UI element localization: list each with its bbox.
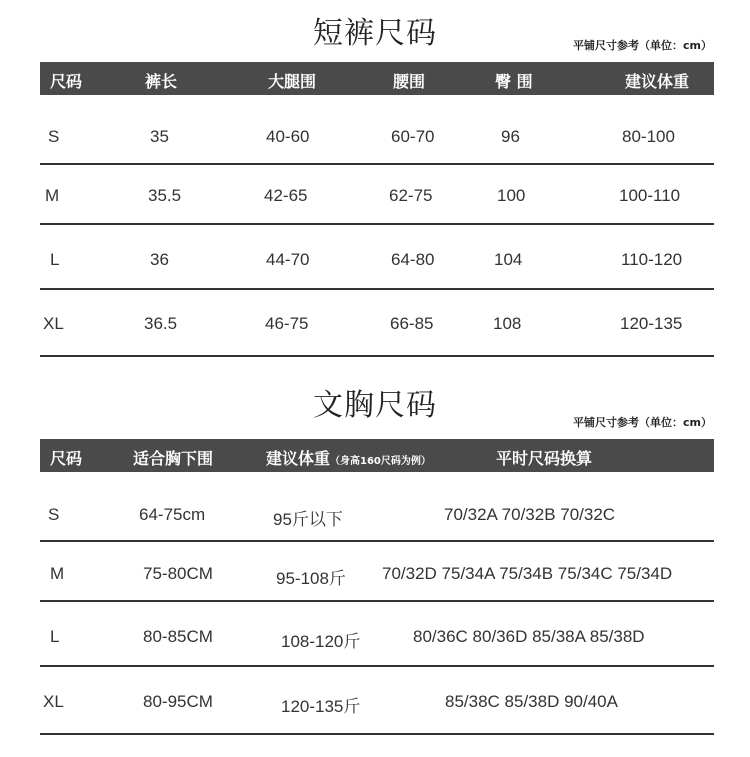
table-row [40,165,714,225]
table-row [40,472,714,542]
header-weight-note: （身高160尺码为例） [330,456,431,467]
cell-hip: 96 [501,127,520,146]
cell-hip: 104 [494,250,523,269]
cell-size: XL [43,692,64,711]
table-row [40,667,714,735]
table-row [40,225,714,290]
cell-hip: 100 [497,186,526,205]
header-hip: 臀 围 [495,72,533,91]
shorts-header-row [40,62,714,95]
cell-thigh: 40-60 [266,127,310,146]
cell-size: S [48,127,60,146]
cell-weight: 100-110 [619,186,681,205]
cell-size: L [50,250,60,269]
cell-waist: 66-85 [390,314,434,333]
cell-weight: 120-135斤 [281,697,361,716]
cell-usual-size: 80/36C 80/36D 85/38A 85/38D [413,627,645,646]
cell-hip: 108 [493,314,522,333]
shorts-note: 平铺尺寸参考（单位：cm） [573,39,712,52]
header-waist: 腰围 [393,72,426,91]
cell-weight: 95斤以下 [273,510,343,529]
cell-underbust: 75-80CM [143,564,213,583]
cell-underbust: 64-75cm [139,505,206,524]
cell-length: 35 [150,127,169,146]
cell-length: 36 [150,250,169,269]
header-weight: 建议体重（身高160尺码为例） [266,449,431,468]
table-row [40,290,714,357]
shorts-title: 短裤尺码 [313,16,437,51]
bra-note: 平铺尺寸参考（单位：cm） [573,416,712,429]
header-size: 尺码 [50,449,83,468]
cell-size: M [45,186,60,205]
cell-weight: 110-120 [621,250,683,269]
cell-thigh: 42-65 [264,186,308,205]
table-row [40,602,714,667]
header-thigh: 大腿围 [268,72,317,91]
cell-size: XL [43,314,64,333]
cell-weight: 95-108斤 [276,569,346,588]
header-weight: 建议体重 [625,72,690,91]
cell-size: L [50,627,60,646]
cell-weight: 80-100 [622,127,675,146]
cell-thigh: 46-75 [265,314,309,333]
cell-weight: 108-120斤 [281,632,361,651]
cell-thigh: 44-70 [266,250,310,269]
table-row [40,542,714,602]
header-usual-size: 平时尺码换算 [496,449,593,468]
cell-length: 36.5 [144,314,178,333]
cell-length: 35.5 [148,186,182,205]
cell-waist: 60-70 [391,127,435,146]
cell-size: M [50,564,65,583]
cell-usual-size: 85/38C 85/38D 90/40A [445,692,618,711]
cell-usual-size: 70/32A 70/32B 70/32C [444,505,616,524]
cell-usual-size: 70/32D 75/34A 75/34B 75/34C 75/34D [382,564,673,583]
cell-size: S [48,505,60,524]
bra-header-row [40,439,714,472]
bra-title: 文胸尺码 [313,388,437,423]
cell-waist: 62-75 [389,186,433,205]
header-underbust: 适合胸下围 [133,449,214,468]
table-row [40,95,714,165]
header-length: 裤长 [145,72,178,91]
cell-underbust: 80-85CM [143,627,213,646]
header-size: 尺码 [50,72,83,91]
cell-weight: 120-135 [620,314,683,333]
cell-underbust: 80-95CM [143,692,213,711]
cell-waist: 64-80 [391,250,435,269]
